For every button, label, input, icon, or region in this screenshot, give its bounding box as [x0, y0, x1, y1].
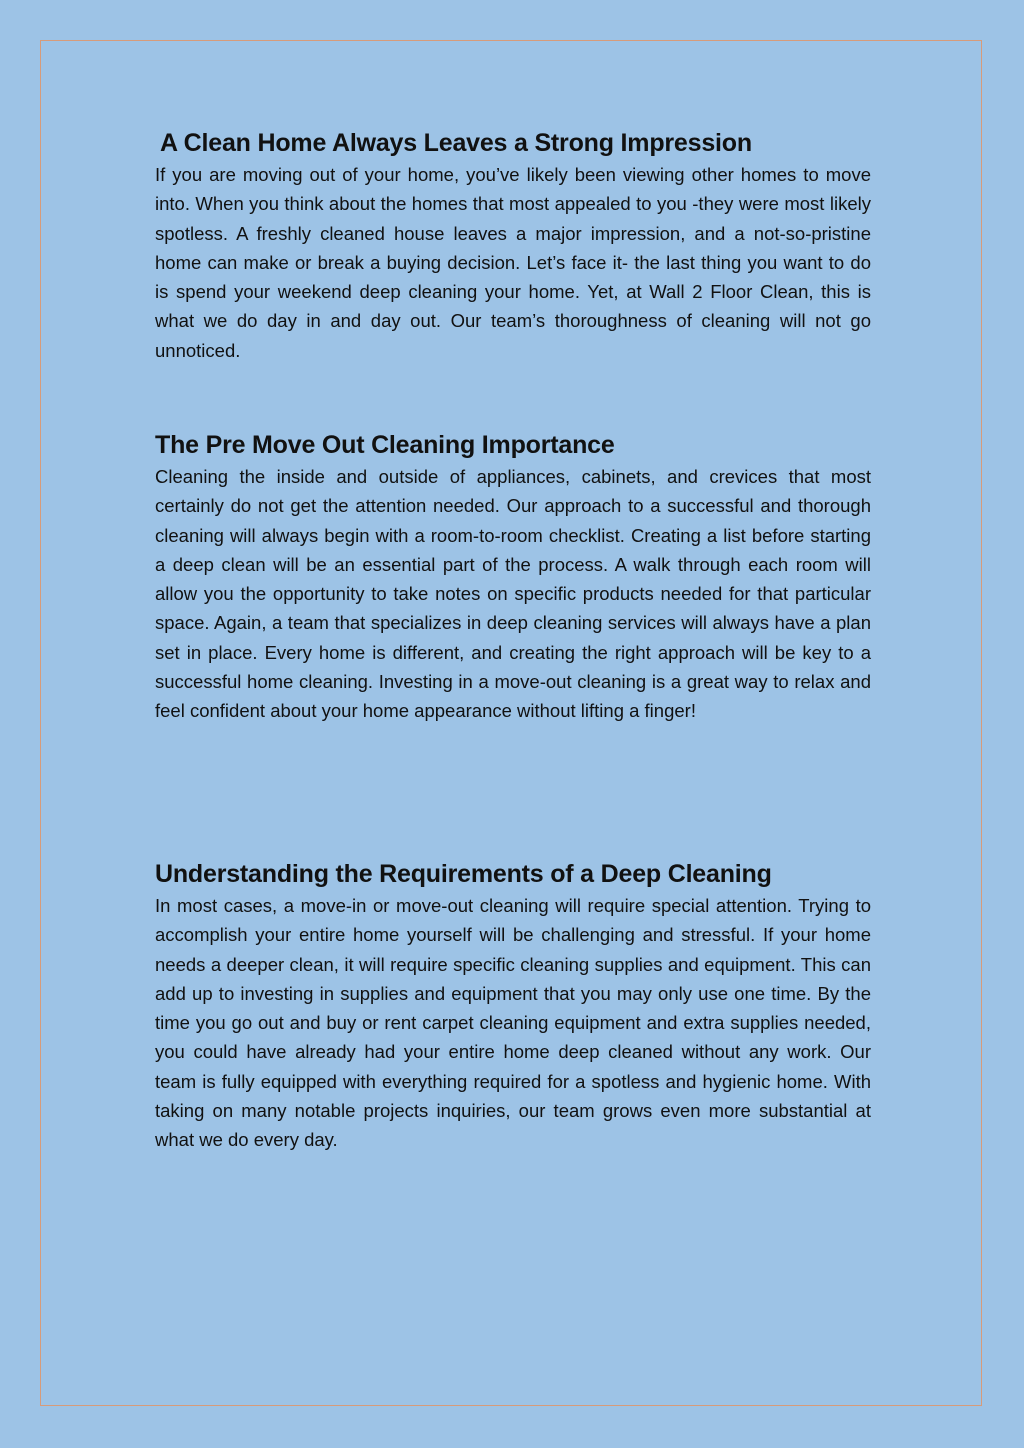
section-body: In most cases, a move-in or move-out cleaning will require special attention. Trying to accomplish your entire home yourself will be challenging and stressful. If your home needs a deeper clean, it will require specific cleaning supplies and equipment. This can add up to investing in supplies and equipment that you may only use one time. By the time you go out and buy or rent carpet cleaning equipment and extra supplies needed, you could have already had your entire home deep cleaned without any work. Our team is fully equipped with everything required for a spotless and hygienic home. With taking on many notable projects inquiries, our team grows even more substantial at what we do every day.: [155, 895, 871, 1151]
section-body: Cleaning the inside and outside of appliances, cabinets, and crevices that most certainly do not get the attention needed. Our approach to a successful and thorough cleaning will always begin with a room-to-room checklist. Creating a list before starting a deep clean will be an essential part of the process. A walk through each room will allow you the opportunity to take notes on specific products needed for that particular space. Again, a team that specializes in deep cleaning services will always have a plan set in place. Every home is different, and creating the right approach will be key to a successful home cleaning. Investing in a move-out cleaning is a great way to relax and feel confident about your home appearance without lifting a finger!: [155, 466, 871, 722]
section-body: If you are moving out of your home, you’ve likely been viewing other homes to move into. When you think about the homes that most appealed to you -they were most likely spotless. A freshly cleaned house leaves a major impression, and a not-so-pristine home can make or break a buying decision. Let’s face it- the last thing you want to do is spend your weekend deep cleaning your home. Yet, at Wall 2 Floor Clean, this is what we do day in and day out. Our team’s thoroughness of cleaning will not go unnoticed.: [155, 164, 871, 361]
section-heading: A Clean Home Always Leaves a Strong Impression: [160, 129, 752, 157]
section-deep-cleaning: [155, 857, 871, 1155]
section-heading: Understanding the Requirements of a Deep Cleaning: [155, 860, 772, 888]
section-pre-move-out: [155, 428, 871, 726]
section-clean-home: [155, 126, 871, 365]
section-heading: The Pre Move Out Cleaning Importance: [155, 431, 615, 459]
